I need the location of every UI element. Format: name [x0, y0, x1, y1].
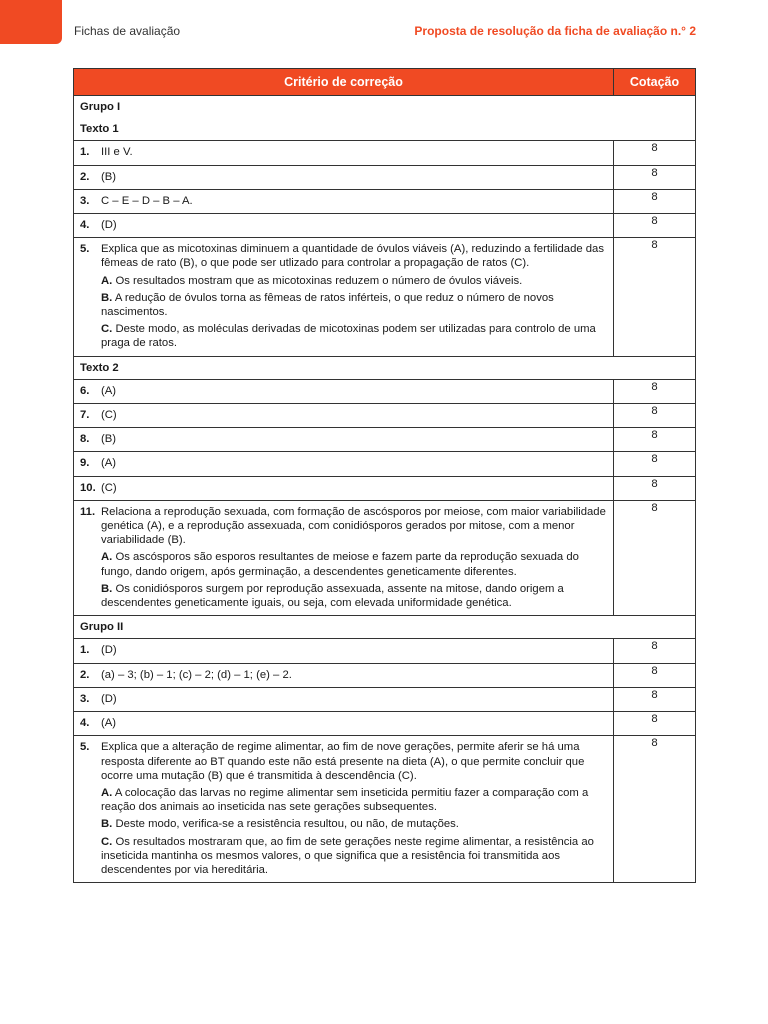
criterion-label: A.	[101, 274, 113, 287]
question-number: 3.	[80, 692, 90, 705]
criterion-label: C.	[101, 323, 113, 336]
question-answer: (B)	[101, 433, 117, 446]
question-score: 8	[614, 476, 696, 500]
score-column-header: Cotação	[614, 69, 696, 96]
question-answer: (A)	[101, 384, 117, 397]
question-number: 2.	[80, 170, 90, 183]
question-score: 8	[614, 712, 696, 736]
question-score: 8	[614, 639, 696, 663]
header-section-title: Fichas de avaliação	[74, 24, 181, 38]
criterion-label: B.	[101, 818, 113, 831]
question-intro: Explica que as micotoxinas diminuem a quantidade de óvulos viáveis (A), reduzindo a fertilidade das fêmeas de rato (B), o que pode ser utlizado para controlar a propagação de ratos (C).	[101, 243, 604, 270]
criterion-text: Os resultados mostram que as micotoxinas reduzem o número de óvulos viáveis.	[115, 274, 523, 287]
criterion-text: Deste modo, as moléculas derivadas de micotoxinas podem ser utilizadas para controlo de uma praga de ratos.	[101, 323, 596, 350]
criterion-text: A colocação das larvas no regime alimentar sem inseticida permitiu fazer a comparação com a reação dos animais ao inseticida nas sete gerações subsequentes.	[101, 786, 589, 814]
question-score: 8	[614, 141, 696, 165]
criterion-text: A redução de óvulos torna as fêmeas de ratos inférteis, o que reduz o número de novos nascimentos.	[101, 291, 554, 319]
table-row	[74, 141, 696, 165]
table-row	[74, 379, 696, 403]
corner-tab	[0, 0, 62, 44]
question-score: 8	[614, 452, 696, 476]
question-answer: (A)	[101, 457, 117, 470]
question-score: 8	[614, 379, 696, 403]
criterion-text: Deste modo, verifica-se a resistência resultou, ou não, de mutações.	[115, 818, 459, 831]
question-answer: III e V.	[101, 146, 133, 159]
table-row	[74, 238, 696, 356]
table-row	[74, 476, 696, 500]
question-score: 8	[614, 238, 696, 356]
text-2-title: Texto 2	[74, 356, 696, 379]
question-number: 5.	[80, 741, 90, 754]
question-answer: (B)	[101, 170, 117, 183]
question-answer: (C)	[101, 409, 117, 422]
question-number: 7.	[80, 409, 90, 422]
question-answer: (D)	[101, 219, 117, 232]
question-score: 8	[614, 687, 696, 711]
table-row	[74, 500, 696, 615]
question-number: 9.	[80, 457, 90, 470]
table-row	[74, 452, 696, 476]
question-score: 8	[614, 663, 696, 687]
table-row	[74, 189, 696, 213]
question-score: 8	[614, 214, 696, 238]
criterion-text: Os conidiósporos surgem por reprodução assexuada, assente na mitose, dando origem a descendentes geneticamente iguais, ou seja, com elevada uniformidade genética.	[101, 582, 564, 610]
table-row	[74, 428, 696, 452]
table-row	[74, 736, 696, 883]
question-number: 10.	[80, 481, 96, 494]
table-row	[74, 404, 696, 428]
criterion-label: A.	[101, 786, 113, 799]
criterion-label: B.	[101, 291, 113, 304]
table-row	[74, 165, 696, 189]
question-intro: Relaciona a reprodução sexuada, com formação de ascósporos por meiose, com maior variabilidade genética (A), e a reprodução assexuada, com conidiósporos gerados por mitose, com a menor variabilidade (B).	[101, 505, 606, 547]
question-answer: (a) – 3; (b) – 1; (c) – 2; (d) – 1; (e) – 2.	[101, 668, 292, 681]
question-number: 6.	[80, 384, 90, 397]
question-answer: C – E – D – B – A.	[101, 194, 193, 207]
question-score: 8	[614, 428, 696, 452]
question-number: 8.	[80, 433, 90, 446]
question-score: 8	[614, 736, 696, 883]
question-number: 5.	[80, 243, 90, 256]
criterion-label: C.	[101, 835, 113, 848]
question-number: 4.	[80, 717, 90, 730]
question-number: 2.	[80, 668, 90, 681]
question-score: 8	[614, 165, 696, 189]
table-row	[74, 687, 696, 711]
criterion-label: B.	[101, 582, 113, 595]
question-score: 8	[614, 189, 696, 213]
text-1-title: Texto 1	[74, 118, 696, 141]
question-score: 8	[614, 500, 696, 615]
criterion-label: A.	[101, 551, 113, 564]
table-row	[74, 639, 696, 663]
question-score: 8	[614, 404, 696, 428]
criterion-text: Os ascósporos são esporos resultantes de meiose e fazem parte da reprodução sexuada do fungo, dando origem, após germinação, a descendentes geneticamente diferentes.	[101, 551, 579, 578]
question-answer: (A)	[101, 717, 117, 730]
table-row	[74, 214, 696, 238]
group-1-title: Grupo I	[74, 96, 696, 119]
correction-table	[73, 68, 696, 883]
criterion-text: Os resultados mostraram que, ao fim de sete gerações neste regime alimentar, a resistência ao inseticida mantinha os mesmos valores, o que significa que a resistência foi transmitida aos descendentes por via hereditária.	[101, 835, 594, 876]
question-answer: (C)	[101, 481, 117, 494]
question-number: 3.	[80, 194, 90, 207]
group-2-title: Grupo II	[74, 616, 696, 639]
table-row	[74, 712, 696, 736]
question-answer: (D)	[101, 644, 117, 657]
question-number: 11.	[80, 505, 96, 518]
header-document-title: Proposta de resolução da ficha de avaliação n.° 2	[414, 24, 696, 38]
criteria-column-header: Critério de correção	[74, 69, 614, 96]
question-number: 4.	[80, 219, 90, 232]
question-number: 1.	[80, 644, 90, 657]
table-row	[74, 663, 696, 687]
question-intro: Explica que a alteração de regime alimentar, ao fim de nove gerações, permite aferir se há uma resposta diferente ao BT quando este não está presente na dieta (A), o que permite concluir que ocorre uma mutação (B) que é transmitida à descendência (C).	[101, 741, 585, 782]
question-answer: (D)	[101, 692, 117, 705]
question-number: 1.	[80, 146, 90, 159]
